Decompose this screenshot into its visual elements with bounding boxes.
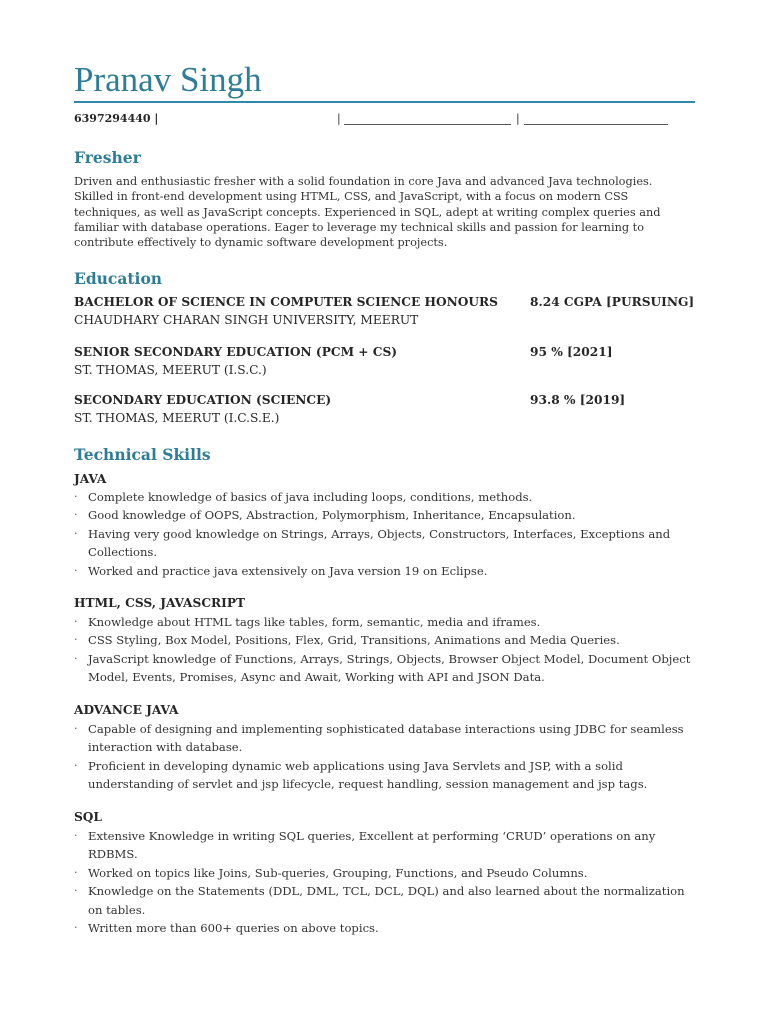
degree-score: 95 % [2021] (530, 345, 613, 359)
email-blank-line (344, 124, 511, 125)
institution-name: ST. THOMAS, MEERUT (I.S.C.) (74, 363, 267, 377)
bullet-icon: · (74, 490, 78, 503)
skill-list (74, 488, 696, 580)
bullet-icon: · (74, 758, 78, 772)
summary-heading: Fresher (74, 148, 141, 167)
bullet-icon: · (74, 921, 78, 935)
skill-group-title: ADVANCE JAVA (74, 703, 179, 717)
list-item: · Capable of designing and implementing sophisticated database interactions using JDBC for seamless interaction with database. (74, 722, 684, 755)
contact-line (74, 112, 696, 128)
list-item: · CSS Styling, Box Model, Positions, Flex, Grid, Transitions, Animations and Media Queries. (74, 631, 696, 649)
institution-name: CHAUDHARY CHARAN SINGH UNIVERSITY, MEERUT (74, 313, 419, 327)
bullet-icon: · (74, 633, 78, 647)
skill-list (74, 827, 696, 937)
bullet-icon: · (74, 865, 78, 879)
degree-title: SECONDARY EDUCATION (SCIENCE) (74, 393, 332, 407)
list-item: · Worked and practice java extensively on Java version 19 on Eclipse. (74, 562, 696, 580)
bullet-icon: · (74, 615, 78, 628)
list-item: · Complete knowledge of basics of java including loops, conditions, methods. (74, 488, 696, 506)
list-item: · Knowledge on the Statements (DDL, DML, TCL, DCL, DQL) and also learned about the normalization on tables. (74, 884, 685, 917)
skill-list (74, 613, 696, 687)
bullet-icon: · (74, 526, 78, 540)
list-item: · JavaScript knowledge of Functions, Arrays, Strings, Objects, Browser Object Model, Document Object Model, Events, Promises, Async and Await, Working with API and JSON Data. (74, 651, 691, 685)
skill-group-title: JAVA (74, 472, 107, 486)
link-blank-line (524, 124, 668, 125)
degree-title: SENIOR SECONDARY EDUCATION (PCM + CS) (74, 345, 398, 359)
institution-name: ST. THOMAS, MEERUT (I.C.S.E.) (74, 411, 280, 425)
summary-text: Driven and enthusiastic fresher with a solid foundation in core Java and advanced Java technologies. Skilled in front-end development using HTML, CSS, and JavaScript, with a focus on modern CSS techniques, as well as JavaScript concepts. Experienced in SQL, adept at writing complex queries and familiar with database operations. Eager to leverage my technical skills and passion for learning to contribute effectively to dynamic software development projects. (74, 175, 661, 250)
skill-group-title: SQL (74, 810, 102, 824)
list-item: · Good knowledge of OOPS, Abstraction, Polymorphism, Inheritance, Encapsulation. (74, 506, 696, 524)
list-item: · Extensive Knowledge in writing SQL queries, Excellent at performing ‘CRUD’ operations on any RDBMS. (74, 829, 656, 862)
list-item: · Written more than 600+ queries on above topics. (74, 919, 696, 937)
phone-number: 6397294440 | (74, 112, 159, 125)
skill-group-title: HTML, CSS, JAVASCRIPT (74, 596, 246, 610)
degree-title: BACHELOR OF SCIENCE IN COMPUTER SCIENCE HONOURS (74, 295, 498, 309)
list-item: · Proficient in developing dynamic web applications using Java Servlets and JSP, with a solid understanding of servlet and jsp lifecycle, request handling, session management and jsp tags. (74, 758, 648, 792)
contact-separator: | (516, 112, 520, 125)
bullet-icon: · (74, 829, 78, 842)
bullet-icon: · (74, 722, 78, 735)
education-heading: Education (74, 269, 163, 288)
list-item: · Having very good knowledge on Strings, Arrays, Objects, Constructors, Interfaces, Exceptions and Collections. (74, 526, 671, 560)
skills-heading: Technical Skills (74, 445, 211, 464)
contact-separator: | (337, 112, 341, 125)
bullet-icon: · (74, 563, 78, 577)
name-divider (74, 101, 695, 103)
degree-score: 8.24 CGPA [PURSUING] (530, 295, 695, 309)
skill-list (74, 720, 696, 794)
bullet-icon: · (74, 508, 78, 522)
degree-score: 93.8 % [2019] (530, 393, 626, 407)
bullet-icon: · (74, 651, 78, 665)
list-item: · Knowledge about HTML tags like tables, form, semantic, media and iframes. (74, 613, 696, 631)
bullet-icon: · (74, 884, 78, 898)
list-item: · Worked on topics like Joins, Sub-queries, Grouping, Functions, and Pseudo Columns. (74, 864, 696, 882)
candidate-name: Pranav Singh (74, 60, 262, 99)
